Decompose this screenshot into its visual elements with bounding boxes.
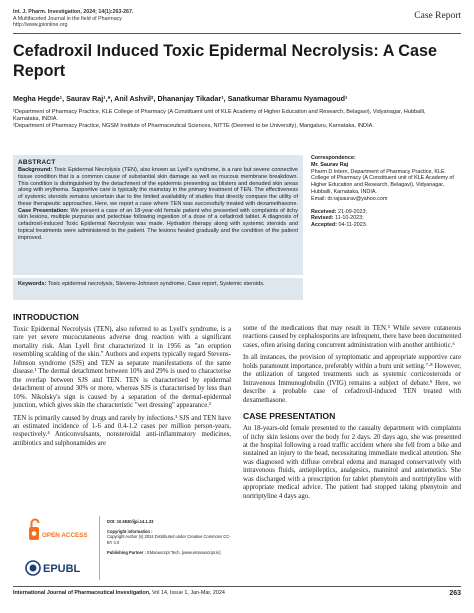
open-access-icon	[27, 516, 87, 550]
case-text: We present a case of an 18-year-old female patient who presented with complaints of itchy skin lesions, multiple purpuras and petechiae following ingestion of a dose of a cefadroxil tablet. A diagnosis of cefadroxil-induced Toxic Epidermal Necrolysis was made. Hydration therapy along with systemic steroids and topical treatments were administered to the patient. The lesions healed gradually and the condition of the patient improved.	[18, 207, 298, 241]
epubl-logo	[25, 558, 91, 578]
open-access-logo	[27, 516, 87, 550]
abstract-box	[13, 155, 303, 275]
page-number: 263	[449, 590, 461, 597]
journal-citation: Int. J. Pharm. Investigation, 2024; 14(1):263-267.	[13, 9, 134, 15]
correspondence-details: Pharm D Intern, Department of Pharmacy Practice, KLE College of Pharmacy (A Constituent unit of KLE Academy of Higher Education and Research, Belagavi), Vidyanagar, Hubballi, Karnataka, INDIA.	[311, 168, 454, 195]
info-divider	[99, 516, 100, 580]
introduction-heading: INTRODUCTION	[13, 312, 79, 322]
article-title: Cefadroxil Induced Toxic Epidermal Necrolysis: A Case Report	[13, 42, 438, 80]
header-divider	[13, 33, 461, 34]
footer-issue: Vol 14, Issue 1, Jan-Mar, 2024	[150, 590, 225, 596]
revised-date: Revised: 11-10-2023;	[311, 215, 364, 222]
right-column	[243, 325, 461, 505]
affiliation-1: ¹Department of Pharmacy Practice, KLE College of Pharmacy (A Constituent unit of KLE Academy of Higher Education and Research, Belagavi), Vidyanagar, Hubballi, Karnataka, INDIA.	[13, 109, 426, 122]
journal-tagline: A Multifaceted Journal in the field of Pharmacy	[13, 15, 122, 22]
keywords-text: Toxic epidermal necrolysis, Stevens-Johnson syndrome, Case report, Systemic steroids.	[46, 281, 265, 287]
abstract-heading: ABSTRACT	[18, 159, 56, 166]
correspondence-name: Mr. Saurav Raj	[311, 161, 349, 168]
svg-text:EPUBL: EPUBL	[43, 563, 81, 575]
journal-url[interactable]: http://www.jpionline.org	[13, 22, 68, 28]
intro-paragraph-1: Toxic Epidermal Necrolysis (TEN), also referred to as Lyell's syndrome, is a rare yet severe mucocutaneous adverse drug reaction with a significant mortality risk. Alan Lyell first characterized it in 1956 as "an eruption resembling scalding of the skin." Authors and experts typically regard Stevens-Johnson syndrome (SJS) and TEN as separate manifestations of the same disease.¹ The dermal detachment between 10% and 29% is used to characterise the overlap between SJS and TEN. TEN is characterised by epidermal detachment of around 30% or more, whereas SJS is characterised by less than 10%. Nikolsky's sign is caused by a separation of the dermal-epidermal junction, which gives skin the characteristic "wet dressing" appearance.²	[13, 326, 231, 410]
author-list: Megha Hegde¹, Saurav Raj¹,*, Anil Ashvil², Dhananjay Tikadar¹, Sanatkumar Bharamu Nyamagoud¹	[13, 94, 348, 103]
copyright-text: Copyright Author (s) 2024 Distributed under Creative Commons CC-BY 4.0	[107, 534, 231, 545]
page-footer	[13, 590, 461, 596]
doi[interactable]: DOI: 10.5530/ijpi.14.1.33	[107, 519, 154, 524]
received-date: Received: 21-09-2023;	[311, 208, 368, 215]
footer-divider	[13, 586, 461, 587]
publisher-info: Publishing Partner : EManuscript Tech. [www.emanuscript.in]	[107, 549, 221, 555]
correspondence-email[interactable]: Email: dr.rajsaurav@yahoo.com	[311, 195, 388, 202]
abstract-text	[18, 167, 298, 241]
svg-text:OPEN ACCESS: OPEN ACCESS	[42, 532, 87, 539]
correspondence-heading: Correspondence:	[311, 155, 356, 161]
case-label: Case Presentation:	[18, 207, 69, 214]
case-paragraph-1: An 18-years-old female presented to the casualty department with complaints of itchy skin lesions over the body for 2 days. 20 days ago, she was presented at the hospital following a road traffic accident where she fell from a bike and sustained an injury to the head, necessitating immediate medical attention. She was diagnosed with diffuse cerebral edema and managed conservatively with intravenous fluids, antiepileptics, analgesics, mannitol and antiemetics. She was discharged with a prescription for tablet phenytoin and nortriptyline with appropriate medical advice. The patient had stopped taking phenytoin and nortriptyline 4 days ago.	[243, 425, 461, 500]
intro-paragraph-3: some of the medications that may result in TEN.⁵ While severe cutaneous reactions caused by cephalosporins are infrequent, there have been documented cases, often arising during concurrent administration with another antibiotic.⁶	[243, 325, 461, 349]
left-column	[13, 312, 231, 452]
background-label: Background:	[18, 167, 53, 173]
affiliation-2: ²Department of Pharmacy Practice, NGSM Institute of Pharmaceutical Sciences, NITTE (Deemed to be University), Mangaluru, Karnataka, INDIA.	[13, 123, 374, 129]
article-info-area	[13, 516, 231, 582]
background-text: Toxic Epidermal Necrolysis (TEN), also known as Lyell's syndrome, is a rare but severe connective tissue condition that is a common cause of substantial skin damage as well as mucous membrane breakdown. This condition is distinguished by the detachment of the epidermis presenting as blisters and denuded skin areas along with erythema. Supportive care is typically the mainstay in the primary treatment of TEN. The effectiveness of systemic steroids remains uncertain due to the limited availability of studies that directly compare the utility of these therapeutic approaches. Here, we report a case where TEN was successfully treated with dexamethasone.	[18, 167, 298, 207]
article-info-text	[107, 519, 231, 555]
affiliations	[13, 109, 443, 130]
copyright-label: Copyright information :	[107, 529, 153, 535]
keywords-box	[13, 278, 303, 300]
article-type: Case Report	[414, 11, 461, 21]
journal-header	[13, 9, 461, 31]
intro-paragraph-4: In all instances, the provision of symptomatic and appropriate supportive care holds paramount importance, preferably within a burn unit setting.⁷·⁸ However, the utilization of targeted treatments such as systemic corticosteroids or Intravenous Immunoglobulin (IVIG) remains a subject of debate.⁹ Here, we describe a probable case of cefadroxil-induced TEN treated with dexamethasone.	[243, 354, 461, 404]
intro-paragraph-2: TEN is primarily caused by drugs and rarely by infections.³ SJS and TEN have an estimated incidence of 1-6 and 0.4-1.2 cases per million person-years, respectively.⁴ Anticonvulsants, nonsteroidal anti-inflammatory medicines, antibiotics and sulphonamides are	[13, 414, 231, 447]
correspondence-panel	[311, 155, 461, 229]
accepted-date: Accepted: 04-11-2023.	[311, 222, 368, 229]
keywords-label: Keywords:	[18, 281, 47, 287]
epubl-icon	[25, 558, 91, 578]
case-presentation-heading: CASE PRESENTATION	[243, 411, 336, 422]
footer-journal: International Journal of Pharmaceutical Investigation,	[13, 590, 151, 596]
